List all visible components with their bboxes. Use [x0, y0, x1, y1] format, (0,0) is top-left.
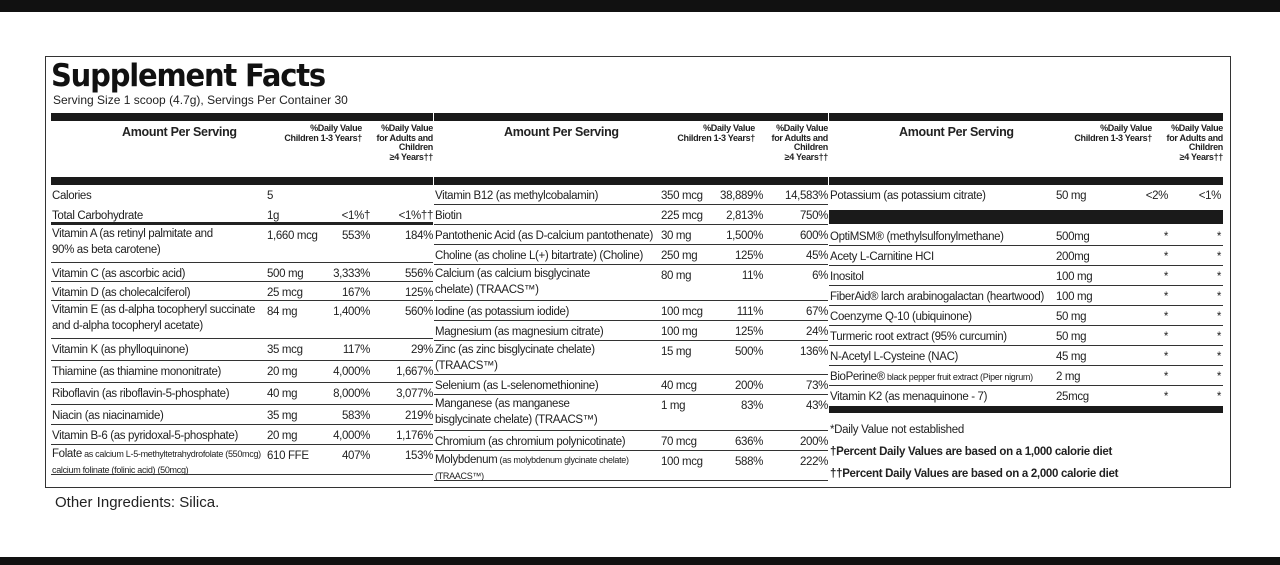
- nutrient-name: FiberAid® larch arabinogalactan (heartwood): [830, 291, 1044, 303]
- nutrient-name: Inositol: [830, 271, 864, 283]
- dv-adults: 1,176%: [396, 430, 433, 442]
- nutrient-amount: 25 mcg: [267, 287, 303, 299]
- nutrient-row: [434, 185, 828, 205]
- nutrient-name: Vitamin D (as cholecalciferol): [52, 287, 191, 299]
- dv-children: *: [1163, 271, 1168, 283]
- nutrient-name: Niacin (as niacinamide): [52, 410, 164, 422]
- nutrient-name: Calories: [52, 190, 92, 202]
- note-2000-calorie: ††Percent Daily Values are based on a 2,000 calorie diet: [830, 468, 1119, 480]
- nutrient-row: [51, 425, 433, 445]
- dv-children: 583%: [341, 410, 370, 422]
- dv-adults: 67%: [806, 306, 828, 318]
- dv-children: 1,500%: [726, 230, 763, 242]
- nutrient-amount: 500mg: [1056, 231, 1090, 243]
- nutrient-row: [829, 326, 1223, 346]
- label-title: Supplement Facts: [51, 57, 325, 94]
- dv-adults: <1%: [1198, 190, 1221, 202]
- dv-children: 200%: [734, 380, 763, 392]
- dv-adults: 219%: [404, 410, 433, 422]
- nutrient-amount: 610 FFE: [267, 450, 309, 462]
- dv-children: 588%: [734, 456, 763, 468]
- nutrient-amount: 84 mg: [267, 306, 298, 318]
- dv-children: 3,333%: [333, 268, 370, 280]
- nutrient-name: Selenium (as L-selenomethionine): [435, 380, 599, 392]
- nutrient-amount: 350 mcg: [661, 190, 703, 202]
- dv-children: 636%: [734, 436, 763, 448]
- dv-children: *: [1163, 351, 1168, 363]
- nutrient-name: Folate as calcium L-5-methyltetrahydrofolate (550mcg) calcium folinate (folinic acid) (50mcg): [52, 448, 261, 475]
- nutrient-row: [51, 282, 433, 301]
- nutrient-name: Vitamin K2 (as menaquinone - 7): [830, 391, 988, 403]
- dv-children: 125%: [734, 250, 763, 262]
- nutrient-name: N-Acetyl L-Cysteine (NAC): [830, 351, 958, 363]
- dv-adults: *: [1216, 371, 1221, 383]
- dv-children: *: [1163, 311, 1168, 323]
- dv-adults: *: [1216, 351, 1221, 363]
- nutrient-row: [434, 375, 828, 395]
- nutrient-amount: 1g: [267, 210, 280, 222]
- nutrient-amount: 50 mg: [1056, 311, 1087, 323]
- dv-adults: *: [1216, 391, 1221, 403]
- nutrient-amount: 40 mcg: [661, 380, 697, 392]
- dv-adults: 43%: [806, 400, 828, 412]
- dv-adults: *: [1216, 291, 1221, 303]
- nutrient-row: [434, 451, 828, 481]
- dv-children: 4,000%: [333, 366, 370, 378]
- nutrient-name: Choline (as choline L(+) bitartrate) (Choline): [435, 250, 643, 262]
- dv-children: <2%: [1145, 190, 1168, 202]
- nutrient-row: [829, 386, 1223, 406]
- dv-adults: 14,583%: [785, 190, 828, 202]
- dv-children: 1,400%: [333, 306, 370, 318]
- dv-children: 117%: [342, 344, 370, 356]
- header-bar: [434, 113, 828, 121]
- nutrient-row: [434, 245, 828, 265]
- nutrient-row: [434, 265, 828, 301]
- nutrient-name: Thiamine (as thiamine mononitrate): [52, 366, 221, 378]
- amount-per-serving-heading: Amount Per Serving: [899, 125, 1014, 139]
- nutrient-row: [51, 225, 433, 263]
- nutrient-row: [829, 226, 1223, 246]
- nutrient-name: Vitamin C (as ascorbic acid): [52, 268, 186, 280]
- dv-adults: 73%: [806, 380, 828, 392]
- nutrient-amount: 50 mg: [1056, 190, 1087, 202]
- dv-children: *: [1163, 391, 1168, 403]
- dv-adults-heading: %Daily Value for Adults and Children ≥4 Years††: [1166, 123, 1223, 162]
- nutrient-row-potassium: [829, 185, 1223, 207]
- dv-children: *: [1163, 291, 1168, 303]
- column-header: [434, 121, 828, 185]
- column-header: [829, 121, 1223, 185]
- dv-children: 407%: [341, 450, 370, 462]
- column-header: [51, 121, 433, 185]
- nutrient-name: Vitamin B12 (as methylcobalamin): [435, 190, 599, 202]
- nutrient-amount: 200mg: [1056, 251, 1090, 263]
- nutrient-name: OptiMSM® (methylsulfonylmethane): [830, 231, 1004, 243]
- nutrient-row: [829, 246, 1223, 266]
- dv-adults: *: [1216, 231, 1221, 243]
- nutrient-row: [434, 395, 828, 431]
- column-2: [434, 113, 828, 481]
- dv-children: 38,889%: [720, 190, 763, 202]
- nutrient-row: [51, 205, 433, 225]
- dv-children-heading: %Daily Value Children 1-3 Years†: [1074, 123, 1152, 143]
- dv-adults: 29%: [411, 344, 433, 356]
- dv-children: 8,000%: [333, 388, 370, 400]
- dv-children: <1%†: [341, 210, 370, 222]
- nutrient-name: Turmeric root extract (95% curcumin): [830, 331, 1007, 343]
- dv-children: 553%: [341, 230, 370, 242]
- nutrient-name: Riboflavin (as riboflavin-5-phosphate): [52, 388, 230, 400]
- nutrient-amount: 2 mg: [1056, 371, 1081, 383]
- nutrient-amount: 250 mg: [661, 250, 698, 262]
- dv-adults: <1%††: [398, 210, 433, 222]
- dv-children-heading: %Daily Value Children 1-3 Years†: [284, 123, 362, 143]
- nutrient-amount: 35 mcg: [267, 344, 303, 356]
- dv-children: 500%: [734, 346, 763, 358]
- dv-children: 4,000%: [333, 430, 370, 442]
- dv-adults: 6%: [812, 270, 828, 282]
- nutrient-amount: 1 mg: [661, 400, 686, 412]
- nutrient-row: [434, 301, 828, 321]
- nutrient-amount: 50 mg: [1056, 331, 1087, 343]
- dv-children: 111%: [736, 306, 763, 318]
- dv-adults: *: [1216, 251, 1221, 263]
- nutrient-name: Potassium (as potassium citrate): [830, 190, 986, 202]
- nutrient-amount: 45 mg: [1056, 351, 1087, 363]
- dv-adults: 750%: [799, 210, 828, 222]
- dv-adults: 184%: [404, 230, 433, 242]
- nutrient-name: Vitamin B-6 (as pyridoxal-5-phosphate): [52, 430, 238, 442]
- nutrient-name: Coenzyme Q-10 (ubiquinone): [830, 311, 972, 323]
- dv-children: 2,813%: [726, 210, 763, 222]
- nutrient-name: BioPerine® black pepper fruit extract (Piper nigrum): [830, 371, 1033, 383]
- column-3: [829, 113, 1223, 485]
- dv-children: *: [1163, 231, 1168, 243]
- nutrient-row: [434, 225, 828, 245]
- nutrient-amount: 15 mg: [661, 346, 692, 358]
- nutrient-amount: 225 mcg: [661, 210, 703, 222]
- amount-per-serving-heading: Amount Per Serving: [504, 125, 619, 139]
- nutrient-row: [829, 346, 1223, 366]
- nutrient-row: [434, 431, 828, 451]
- nutrient-name: Molybdenum (as molybdenum glycinate chelate) (TRAACS™): [435, 454, 629, 481]
- dv-adults: *: [1216, 271, 1221, 283]
- section-divider-bar: [829, 210, 1223, 224]
- nutrient-name: Manganese (as manganese bisglycinate chelate) (TRAACS™): [435, 398, 598, 426]
- dv-adults: 200%: [799, 436, 828, 448]
- nutrient-amount: 100 mcg: [661, 456, 703, 468]
- nutrient-amount: 100 mcg: [661, 306, 703, 318]
- dv-children: 125%: [734, 326, 763, 338]
- dv-adults: 222%: [799, 456, 828, 468]
- nutrient-row: [829, 266, 1223, 286]
- dv-adults: 136%: [799, 346, 828, 358]
- dv-adults: 153%: [404, 450, 433, 462]
- nutrient-name: Biotin: [435, 210, 462, 222]
- nutrient-row: [51, 361, 433, 383]
- nutrient-row: [51, 185, 433, 205]
- nutrient-amount: 20 mg: [267, 430, 298, 442]
- dv-children: 11%: [741, 270, 763, 282]
- nutrient-name: Iodine (as potassium iodide): [435, 306, 570, 318]
- nutrient-name: Pantothenic Acid (as D-calcium pantothenate): [435, 230, 653, 242]
- nutrient-row: [51, 405, 433, 425]
- nutrient-row: [51, 339, 433, 361]
- nutrient-name: Acety L-Carnitine HCI: [830, 251, 934, 263]
- nutrient-amount: 80 mg: [661, 270, 692, 282]
- dv-children: 167%: [341, 287, 370, 299]
- nutrient-row: [829, 306, 1223, 326]
- nutrient-name: Zinc (as zinc bisglycinate chelate) (TRAACS™): [435, 344, 595, 372]
- dv-adults: 125%: [404, 287, 433, 299]
- dv-children-heading: %Daily Value Children 1-3 Years†: [677, 123, 755, 143]
- nutrient-row: [51, 445, 433, 475]
- nutrient-row: [434, 205, 828, 225]
- nutrient-amount: 500 mg: [267, 268, 304, 280]
- nutrient-amount: 70 mcg: [661, 436, 697, 448]
- nutrient-name: Vitamin K (as phylloquinone): [52, 344, 189, 356]
- other-ingredients: Other Ingredients: Silica.: [55, 494, 220, 511]
- dv-adults: 3,077%: [396, 388, 433, 400]
- nutrient-name: Magnesium (as magnesium citrate): [435, 326, 604, 338]
- dv-children: *: [1163, 251, 1168, 263]
- nutrient-row: [51, 263, 433, 282]
- dv-adults: 560%: [404, 306, 433, 318]
- nutrient-amount: 25mcg: [1056, 391, 1089, 403]
- nutrient-amount: 1,660 mcg: [267, 230, 318, 242]
- nutrient-amount: 100 mg: [661, 326, 698, 338]
- nutrient-amount: 20 mg: [267, 366, 298, 378]
- nutrient-row: [829, 366, 1223, 386]
- page: [0, 12, 1280, 557]
- nutrient-amount: 100 mg: [1056, 271, 1093, 283]
- nutrient-amount: 40 mg: [267, 388, 298, 400]
- nutrient-amount: 100 mg: [1056, 291, 1093, 303]
- dv-adults: 556%: [404, 268, 433, 280]
- dv-adults: 24%: [806, 326, 828, 338]
- nutrient-name: Vitamin A (as retinyl palmitate and 90% as beta carotene): [52, 228, 213, 256]
- header-bar: [829, 113, 1223, 121]
- nutrient-row: [434, 321, 828, 341]
- dv-adults: 1,667%: [396, 366, 433, 378]
- dv-adults-heading: %Daily Value for Adults and Children ≥4 Years††: [771, 123, 828, 162]
- dv-adults: *: [1216, 331, 1221, 343]
- nutrient-name: Vitamin E (as d-alpha tocopheryl succinate and d-alpha tocopheryl acetate): [52, 304, 256, 332]
- nutrient-row: [829, 286, 1223, 306]
- dv-children: *: [1163, 331, 1168, 343]
- amount-per-serving-heading: Amount Per Serving: [122, 125, 237, 139]
- dv-adults: 45%: [806, 250, 828, 262]
- nutrient-name: Chromium (as chromium polynicotinate): [435, 436, 626, 448]
- dv-adults-heading: %Daily Value for Adults and Children ≥4 Years††: [376, 123, 433, 162]
- dv-adults: 600%: [799, 230, 828, 242]
- dv-children: *: [1163, 371, 1168, 383]
- note-dv-not-established: *Daily Value not established: [830, 424, 964, 436]
- note-1000-calorie: †Percent Daily Values are based on a 1,000 calorie diet: [830, 446, 1113, 458]
- nutrient-amount: 5: [267, 190, 274, 202]
- nutrient-name: Calcium (as calcium bisglycinate chelate) (TRAACS™): [435, 268, 590, 296]
- nutrient-row: [434, 341, 828, 375]
- supplement-facts-label: [45, 56, 1231, 488]
- serving-info: Serving Size 1 scoop (4.7g), Servings Per Container 30: [53, 93, 348, 107]
- nutrient-row: [51, 301, 433, 339]
- nutrient-name: Total Carbohydrate: [52, 210, 143, 222]
- nutrient-amount: 30 mg: [661, 230, 692, 242]
- header-bar: [51, 113, 433, 121]
- section-divider-bar: [829, 406, 1223, 413]
- dv-adults: *: [1216, 311, 1221, 323]
- nutrient-amount: 35 mg: [267, 410, 298, 422]
- dv-children: 83%: [741, 400, 763, 412]
- nutrient-row: [51, 383, 433, 405]
- column-1: [51, 113, 433, 475]
